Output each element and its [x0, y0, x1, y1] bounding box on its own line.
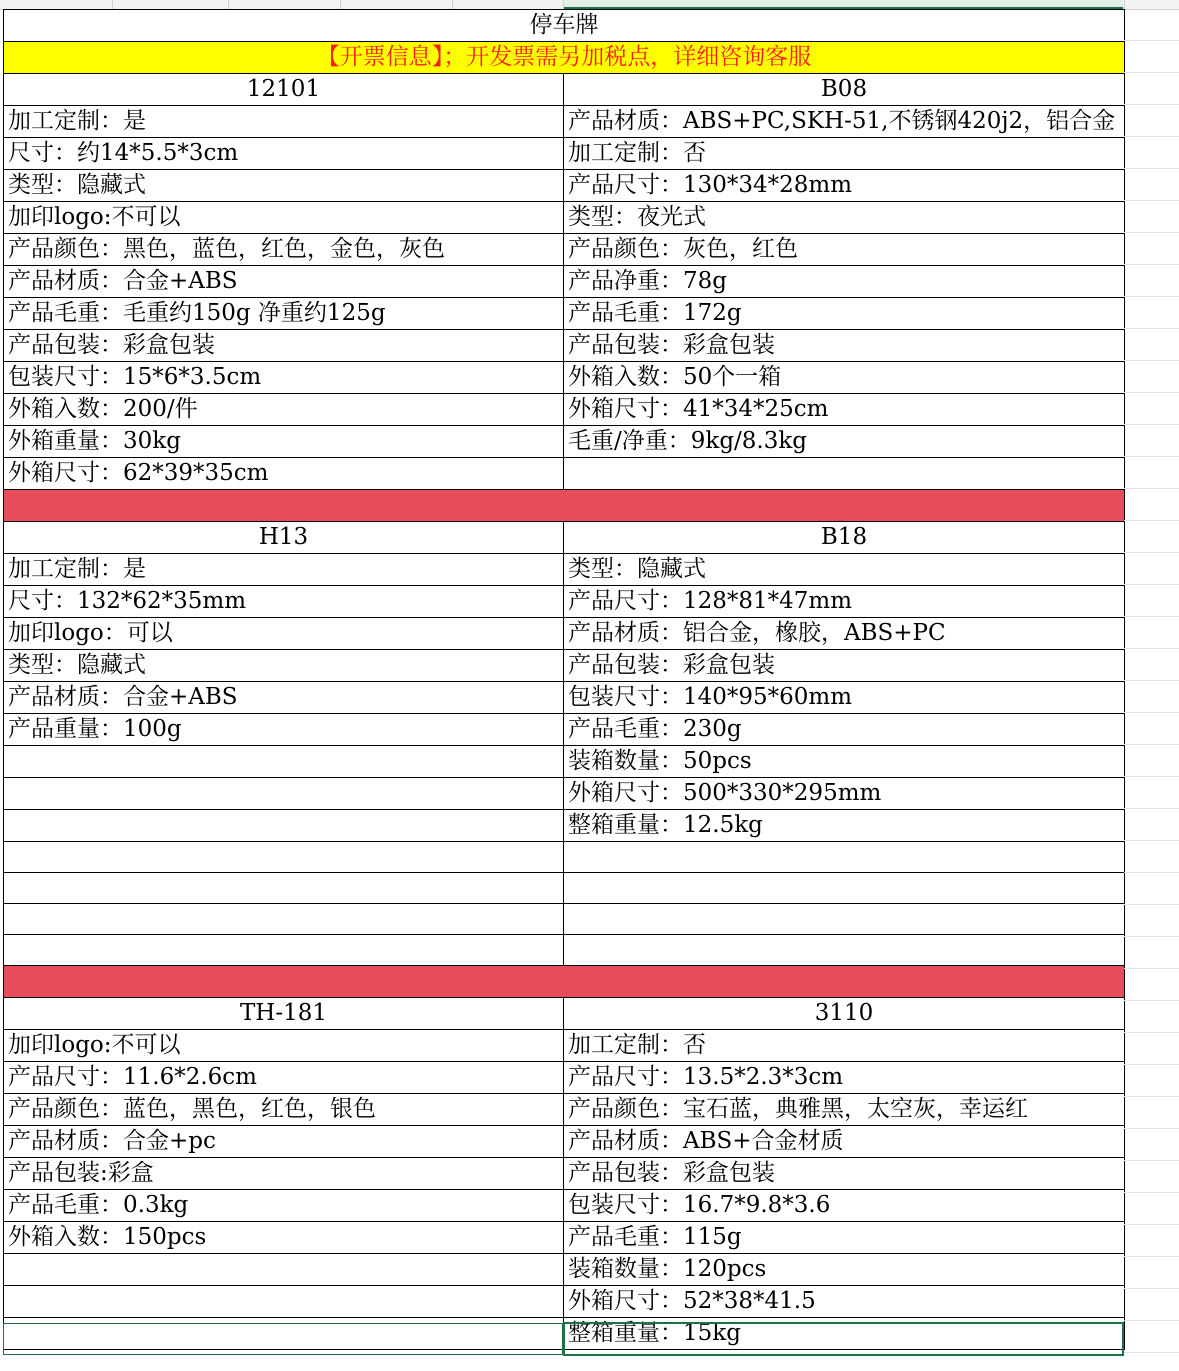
model-header-row [4, 522, 1125, 554]
spec-cell-right[interactable]: 装箱数量：120pcs [564, 1254, 1125, 1286]
spec-row [4, 138, 1125, 170]
invoice-notice[interactable]: 【开票信息】；开发票需另加税点，详细咨询客服 [4, 42, 1125, 74]
spec-cell-right[interactable]: 包装尺寸：16.7*9.8*3.6 [564, 1190, 1125, 1222]
spec-cell-left[interactable]: 产品颜色：蓝色，黑色，红色，银色 [4, 1094, 564, 1126]
spec-cell-right[interactable]: 外箱尺寸：52*38*41.5 [564, 1286, 1125, 1318]
empty-gridline [1124, 200, 1179, 201]
spec-cell-left[interactable]: 加印logo:不可以 [4, 1030, 564, 1062]
spec-cell-left[interactable] [4, 1286, 564, 1318]
model-name-left[interactable]: 12101 [4, 74, 564, 106]
spec-row [4, 426, 1125, 458]
column-divider [340, 0, 341, 9]
spec-row [4, 1222, 1125, 1254]
spec-row [4, 362, 1125, 394]
spec-row [4, 746, 1125, 778]
model-name-left[interactable]: H13 [4, 522, 564, 554]
spec-cell-right[interactable]: 外箱入数：50个一箱 [564, 362, 1125, 394]
spec-row [4, 202, 1125, 234]
separator-cell[interactable] [4, 490, 1125, 522]
spec-row [4, 1286, 1125, 1318]
spec-cell-left[interactable]: 加印logo：可以 [4, 618, 564, 650]
empty-gridline [1124, 1288, 1179, 1289]
empty-gridline [1124, 1128, 1179, 1129]
spec-cell-left[interactable]: 产品材质：合金+pc [4, 1126, 564, 1158]
spec-cell-right[interactable]: 产品尺寸：130*34*28mm [564, 170, 1125, 202]
empty-gridline [1124, 1352, 1179, 1353]
empty-gridline [1124, 968, 1179, 969]
empty-gridline [1124, 808, 1179, 809]
spec-cell-left[interactable]: 产品包装：彩盒包装 [4, 330, 564, 362]
model-header-row [4, 74, 1125, 106]
empty-gridline [1124, 1096, 1179, 1097]
spec-cell-right[interactable] [564, 935, 1125, 966]
spec-cell-left[interactable] [4, 842, 564, 873]
spec-cell-right[interactable]: 产品尺寸：128*81*47mm [564, 586, 1125, 618]
model-name-left[interactable]: TH-181 [4, 998, 564, 1030]
spec-cell-right[interactable] [564, 458, 1125, 490]
spec-cell-right[interactable]: 类型：隐藏式 [564, 554, 1125, 586]
empty-gridline [1124, 1256, 1179, 1257]
empty-gridline [1124, 776, 1179, 777]
spec-cell-left[interactable]: 外箱入数：200/件 [4, 394, 564, 426]
empty-gridline [1124, 424, 1179, 425]
spec-cell-left[interactable]: 产品颜色：黑色，蓝色，红色，金色，灰色 [4, 234, 564, 266]
spec-cell-left[interactable]: 类型：隐藏式 [4, 170, 564, 202]
spec-cell-left[interactable] [4, 904, 564, 935]
spec-row [4, 266, 1125, 298]
empty-gridline [1124, 584, 1179, 585]
spec-cell-left[interactable]: 类型：隐藏式 [4, 650, 564, 682]
separator-row [4, 490, 1125, 522]
empty-gridline [1124, 72, 1179, 73]
empty-gridline [1124, 1224, 1179, 1225]
spec-cell-right[interactable]: 产品毛重：115g [564, 1222, 1125, 1254]
spec-cell-right[interactable]: 产品材质：ABS+合金材质 [564, 1126, 1125, 1158]
empty-gridline [1124, 680, 1179, 681]
spec-cell-right[interactable] [564, 842, 1125, 873]
title-row [4, 10, 1125, 42]
separator-row [4, 966, 1125, 998]
empty-gridline [1124, 648, 1179, 649]
spec-row [4, 935, 1125, 966]
spec-cell-left[interactable]: 加印logo:不可以 [4, 202, 564, 234]
empty-gridline [1124, 456, 1179, 457]
spec-row [4, 458, 1125, 490]
column-divider [563, 0, 564, 9]
spec-row [4, 330, 1125, 362]
spec-cell-right[interactable]: 毛重/净重：9kg/8.3kg [564, 426, 1125, 458]
empty-gridline [1124, 104, 1179, 105]
spec-cell-left[interactable]: 产品毛重：毛重约150g 净重约125g [4, 298, 564, 330]
model-header-row [4, 998, 1125, 1030]
spec-cell-left[interactable] [4, 746, 564, 778]
notice-row [4, 42, 1125, 74]
empty-gridline [1124, 360, 1179, 361]
spec-row [4, 1318, 1125, 1350]
spec-cell-left[interactable]: 产品毛重：0.3kg [4, 1190, 564, 1222]
empty-gridline [1124, 936, 1179, 937]
spec-cell-right[interactable]: 装箱数量：50pcs [564, 746, 1125, 778]
spec-row [4, 394, 1125, 426]
spec-cell-right[interactable]: 产品包装：彩盒包装 [564, 650, 1125, 682]
spec-cell-left[interactable] [4, 935, 564, 966]
spec-cell-right[interactable] [564, 904, 1125, 935]
separator-cell[interactable] [4, 966, 1125, 998]
empty-gridline [1124, 1320, 1179, 1321]
empty-gridline [1124, 712, 1179, 713]
spec-cell-right[interactable]: 产品材质：ABS+PC,SKH-51,不锈钢420j2，铝合金 [564, 106, 1125, 138]
spec-cell-left[interactable]: 产品重量：100g [4, 714, 564, 746]
model-name-right[interactable]: B08 [564, 74, 1125, 106]
empty-gridline [1124, 392, 1179, 393]
empty-gridline [1124, 552, 1179, 553]
spec-cell-right[interactable]: 外箱尺寸：41*34*25cm [564, 394, 1125, 426]
spec-cell-left[interactable]: 外箱尺寸：62*39*35cm [4, 458, 564, 490]
spec-row [4, 873, 1125, 904]
spec-cell-left[interactable]: 加工定制：是 [4, 554, 564, 586]
spec-row [4, 682, 1125, 714]
empty-gridline [1124, 1192, 1179, 1193]
spec-row [4, 234, 1125, 266]
spec-row [4, 650, 1125, 682]
sheet-title[interactable]: 停车牌 [4, 10, 1125, 42]
spec-table [3, 9, 1125, 1350]
spec-row [4, 904, 1125, 935]
spec-row [4, 554, 1125, 586]
spec-cell-left[interactable] [4, 778, 564, 810]
spec-cell-left[interactable]: 外箱重量：30kg [4, 426, 564, 458]
spec-cell-right[interactable]: 整箱重量：12.5kg [564, 810, 1125, 842]
empty-gridline [1124, 168, 1179, 169]
column-divider [1124, 0, 1125, 9]
spec-row [4, 1254, 1125, 1286]
spec-cell-left[interactable]: 尺寸：约14*5.5*3cm [4, 138, 564, 170]
spec-row [4, 1062, 1125, 1094]
empty-gridline [1124, 1000, 1179, 1001]
spec-cell-right[interactable]: 产品颜色：宝石蓝，典雅黑，太空灰，幸运红 [564, 1094, 1125, 1126]
spec-cell-left[interactable] [4, 1318, 564, 1350]
spec-cell-left[interactable]: 产品材质：合金+ABS [4, 266, 564, 298]
spec-cell-left[interactable]: 产品包装:彩盒 [4, 1158, 564, 1190]
spec-row [4, 298, 1125, 330]
spec-cell-left[interactable] [4, 1254, 564, 1286]
spec-cell-right[interactable]: 产品尺寸：13.5*2.3*3cm [564, 1062, 1125, 1094]
spec-row [4, 586, 1125, 618]
empty-gridline [1124, 1160, 1179, 1161]
spec-cell-right[interactable]: 整箱重量：15kg [564, 1318, 1125, 1350]
empty-gridline [1124, 1032, 1179, 1033]
spec-cell-left[interactable]: 产品尺寸：11.6*2.6cm [4, 1062, 564, 1094]
spec-row [4, 810, 1125, 842]
spec-cell-left[interactable] [4, 873, 564, 904]
spec-row [4, 1094, 1125, 1126]
empty-gridline [1124, 136, 1179, 137]
empty-gridline [1124, 264, 1179, 265]
empty-gridline [1124, 232, 1179, 233]
spec-cell-right[interactable]: 产品净重：78g [564, 266, 1125, 298]
model-name-right[interactable]: B18 [564, 522, 1125, 554]
model-name-right[interactable]: 3110 [564, 998, 1125, 1030]
empty-gridline [1124, 296, 1179, 297]
selected-column-header[interactable] [563, 0, 1123, 9]
spec-cell-right[interactable]: 产品颜色：灰色，红色 [564, 234, 1125, 266]
empty-gridline [1124, 40, 1179, 41]
spec-cell-right[interactable]: 产品包装：彩盒包装 [564, 330, 1125, 362]
empty-gridline [1124, 872, 1179, 873]
spec-cell-right[interactable]: 产品毛重：172g [564, 298, 1125, 330]
spreadsheet-grid[interactable] [3, 9, 1125, 1350]
spec-cell-left[interactable]: 包装尺寸：15*6*3.5cm [4, 362, 564, 394]
column-divider [112, 0, 113, 9]
column-divider [228, 0, 229, 9]
spec-cell-left[interactable] [4, 810, 564, 842]
spec-cell-right[interactable]: 加工定制：否 [564, 1030, 1125, 1062]
spec-cell-right[interactable] [564, 873, 1125, 904]
spec-row [4, 1030, 1125, 1062]
spec-cell-left[interactable]: 外箱入数：150pcs [4, 1222, 564, 1254]
empty-gridline [1124, 488, 1179, 489]
spec-cell-right[interactable]: 包装尺寸：140*95*60mm [564, 682, 1125, 714]
empty-gridline [1124, 904, 1179, 905]
spec-cell-right[interactable]: 加工定制：否 [564, 138, 1125, 170]
spec-cell-right[interactable]: 产品包装：彩盒包装 [564, 1158, 1125, 1190]
spec-cell-left[interactable]: 尺寸：132*62*35mm [4, 586, 564, 618]
spec-row [4, 106, 1125, 138]
empty-gridline [1124, 1064, 1179, 1065]
spec-row [4, 1190, 1125, 1222]
spec-row [4, 842, 1125, 873]
spec-row [4, 618, 1125, 650]
spec-row [4, 714, 1125, 746]
spec-cell-right[interactable]: 类型：夜光式 [564, 202, 1125, 234]
empty-gridline [1124, 520, 1179, 521]
spec-row [4, 170, 1125, 202]
spec-cell-left[interactable]: 加工定制：是 [4, 106, 564, 138]
spec-row [4, 1158, 1125, 1190]
column-divider [452, 0, 453, 9]
spec-cell-right[interactable]: 外箱尺寸：500*330*295mm [564, 778, 1125, 810]
empty-gridline [1124, 616, 1179, 617]
spec-cell-left[interactable]: 产品材质：合金+ABS [4, 682, 564, 714]
spec-row [4, 1126, 1125, 1158]
spec-row [4, 778, 1125, 810]
spec-cell-right[interactable]: 产品材质：铝合金，橡胶，ABS+PC [564, 618, 1125, 650]
empty-gridline [1124, 744, 1179, 745]
empty-gridline [1124, 328, 1179, 329]
empty-gridline [1124, 840, 1179, 841]
spec-cell-right[interactable]: 产品毛重：230g [564, 714, 1125, 746]
